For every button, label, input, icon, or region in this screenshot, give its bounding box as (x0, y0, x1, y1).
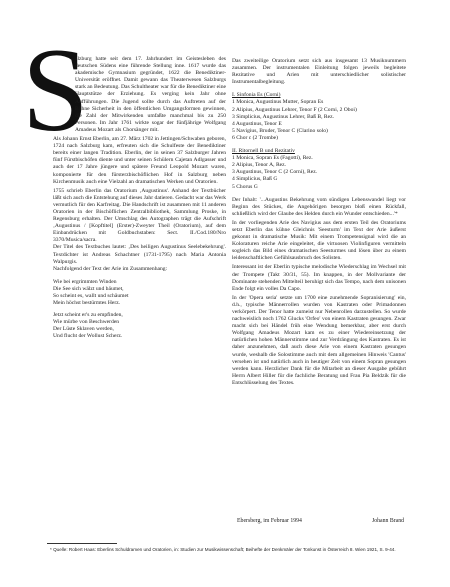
left-column (53, 56, 226, 341)
right-column (232, 58, 406, 387)
poem-line: Der Lüste Sklaven werden, (53, 326, 114, 333)
author-name: Johann Brand (371, 518, 404, 524)
section-1-list (232, 99, 406, 142)
poem-line: Und flucht der Wollust Scherz. (53, 333, 123, 340)
intro-paragraph: alzburg hatte seit dem 17. Jahrhundert im Geistesleben des deutschen Südens eine führende Stellung inne. 1617 wurde das akademische Gymnasium gegründet, 1622 die Benediktiner-Universität eröffnet. Damit gewann das Theaterwesen Salzburgs stark an Bedeutung. Das Schultheater war für die Benediktiner eine Hauptstütze der Erziehung. Es verging kein Jahr ohne Aufführungen. Die Jugend sollte durch das Auftreten auf der Bühne Sicherheit in den öffentlichen Umgangsformen gewinnen, die Zahl der Mitwirkenden umfaßte manchmal bis zu 250 Personen. Im Jahr 1761 wirkte sogar der fünfjährige Wolfgang Amadeus Mozart als Chorsänger mit. (75, 56, 226, 133)
section-1-title: I. Sinfonia Es (Corni) (232, 92, 281, 99)
section-2-list (232, 155, 406, 190)
poem-line: So scheint es, wallt und schäumet (53, 293, 129, 299)
list-item: 6 Chor c (2 Trombe) (232, 134, 278, 141)
footnote-divider (47, 543, 117, 544)
section-2-title: II. Ritornell B und Rezitativ (232, 148, 295, 155)
poem-line: Wie mürbe von Beschwerden (53, 319, 120, 326)
poem-line: Wie bei ergrimmten Winden (53, 278, 117, 285)
content-summary-paragraph: Der Inhalt: '...Augustins Bekehrung vom sündigen Lebenswandel liegt vor Beginn des Stückes, die Angehörigen besorgen bloß einen Rückfall, schließlich wird der Glaube des Helden durch ein Wunder entschieden...'* (232, 196, 406, 217)
list-item: 4 Simplicius, Baß G (232, 176, 278, 183)
list-item: 2 Alipius, Tenor A, Rez. (232, 162, 287, 169)
aria-text-intro: Nachfolgend der Text der Arie im Zusammenhang: (53, 265, 168, 272)
list-item: 5 Chorus G (232, 183, 258, 190)
list-item: 4 Augustinus, Tenor E (232, 120, 282, 127)
poem-line: Mein höchst bestürmtes Herz. (53, 300, 121, 307)
list-item: 1 Monica, Sopran Es (Fagotti), Rez. (232, 155, 313, 162)
aria-poem (53, 279, 226, 341)
textbook-title-paragraph: Der Titel des Textbuches lautet: ‚Des heiligen Augustinus Seelebekehrung'. Textdichter ist Andreas Schachtner (1731-1795) nach Maria Antonia Walpurgis. (53, 244, 226, 265)
melodic-detail-paragraph: Interessant ist der Eberlin typische melodische Wiederschlag im Wechsel mit der Trompete (Takt 30/31, 55). Im knappen, in der Mollvariante der Dominante stehenden Mittelteil beruhigt sich das Tempo, nach dem unisonen Ende folgt ein volles Da Capo. (232, 264, 406, 292)
list-item: 2 Alipius, Augustinus Lehrer, Tenor F (2 Corni, 2 Oboi) (232, 106, 357, 113)
list-item: 5 Navigius, Bruder, Tenor C (Clarino solo) (232, 127, 328, 134)
list-item: 3 Augustinus, Tenor C (2 Corni), Rez. (232, 169, 318, 176)
poem-line: Die See sich wälzt und bäumet, (53, 285, 124, 292)
opera-seria-paragraph: In der 'Opera seria' setzte um 1700 eine zunehmende Sopranisierung' ein, d.h., typische Männerrollen wurden von Kastraten oder Primadonnen verkörpert. Der Tenor hatte zumeist nur Nebenrollen darzustellen. So wurde nachweislich noch 1762 Glucks 'Orfeo' von einem Kastraten gesungen. Zwar macht sich bei Händel früh eine Wendung bemerkbar, aber erst durch Wolfgang Amadeus Mozart kam es zu einer Wiedereinsetzung der natürlichen hohen Männerstimme und zur Verdrängung des Kastraten. Es ist daher anzunehmen, daß auch diese Arie von einem Kastraten gesungen wurde, weshalb die Solostimme auch mit dem allgemeinen Hinweis 'Cantus' versehen ist und natürlich auch in heutiger Zeit von einem Sopran gesungen werden kann. Herzlicher Dank für die Mitarbeit an dieser Ausgabe gebührt Herrn Albert Hiller für die fachliche Beratung und Frau Pia Beldzik für die Entschlüsselung des Textes. (232, 294, 406, 386)
oratorium-origin-paragraph: 1755 schrieb Eberlin das Oratorium ‚Augustinus'. Anhand der Textbücher läßt sich auch die Entstehung auf dieses Jahr datieren. Gedacht war das Werk vermutlich für den Karfreitag. Die Handschrift ist zusammen mit 11 anderen Oratorien in der Bischöflichen Zentralbibliothek, Sammlung Proske, in Regensburg erhalten. Der Umschlag des Autographen trägt die Aufschrift ‚Augustinus / [Kopftitel] (Erster)-Zweyter Theil (Oratorium), auf dem Einbandrücken mit Goldbuchstaben: Sect. II./Cod.180/Nro 3370/Musica/sacra. (53, 187, 226, 244)
poem-line: Jetzt scheint er's zu empfinden, (53, 312, 123, 319)
list-item: 3 Simplicius, Augustinus Lehrer, Baß B, Rez. (232, 113, 335, 120)
eberlin-biography-paragraph: Als Johann Ernst Eberlin, am 27. März 1702 in Jettingen/Schwaben geboren, 1724 nach Salzburg kam, erfreuten sich die Schulfeste der Benediktiner bereits einer langen Tradition. Eberlin, der in seinen 37 Salzburger Jahren fünf Fürstbischöfen diente und unter seinen Schülern Cajetan Adlgasser und auch der 17 Jahre jüngere und spätere Freund Leopold Mozart waren, komponierte für den fürsterzbischöflichen Hof in Salzburg neben Kirchenmusik auch eine Vielzahl an dramatischen Werken und Oratorien. (53, 136, 226, 185)
drop-cap-letter: S (22, 23, 89, 156)
list-item: 1 Monica, Augustinus Mutter, Sopran Es (232, 99, 324, 106)
place-date: Ebersberg, im Februar 1994 (237, 518, 302, 524)
footnote: * Quelle: Robert Haas: Eberlins Schuldramen und Oratorien, in: Studien zur Musikwissenschaft; Beihefte der Denkmäler der Tonkunst in Österreich 8. Wien 1921, S. 9-44. (50, 547, 396, 552)
aria-analysis-paragraph: In der vorliegenden Arie des Navigius aus dem ersten Teil des Oratoriums setzt Eberlin das kühne Gleichnis 'Seesturm' im Text der Arie äußerst gekonnt in dramatische Musik: Mit einem Trompetensignal wird die an Koloraturen reiche Arie eingeleitet, die virtuosen Violinfiguren vermitteln sogleich das Bild eines dramatischen Seesturmes und lösen über zu einem leidenschaftlichen Gefühlsausbruch des Solisten. (232, 219, 406, 262)
structure-intro-paragraph: Das zweiteilige Oratorium setzt sich aus insgesamt 13 Musiknummern zusammen. Der instrumentalen Einleitung folgen jeweils begleitete Rezitative und Arien mit unterschiedlicher solistischer Instrumentalbegleitung. (232, 58, 406, 86)
